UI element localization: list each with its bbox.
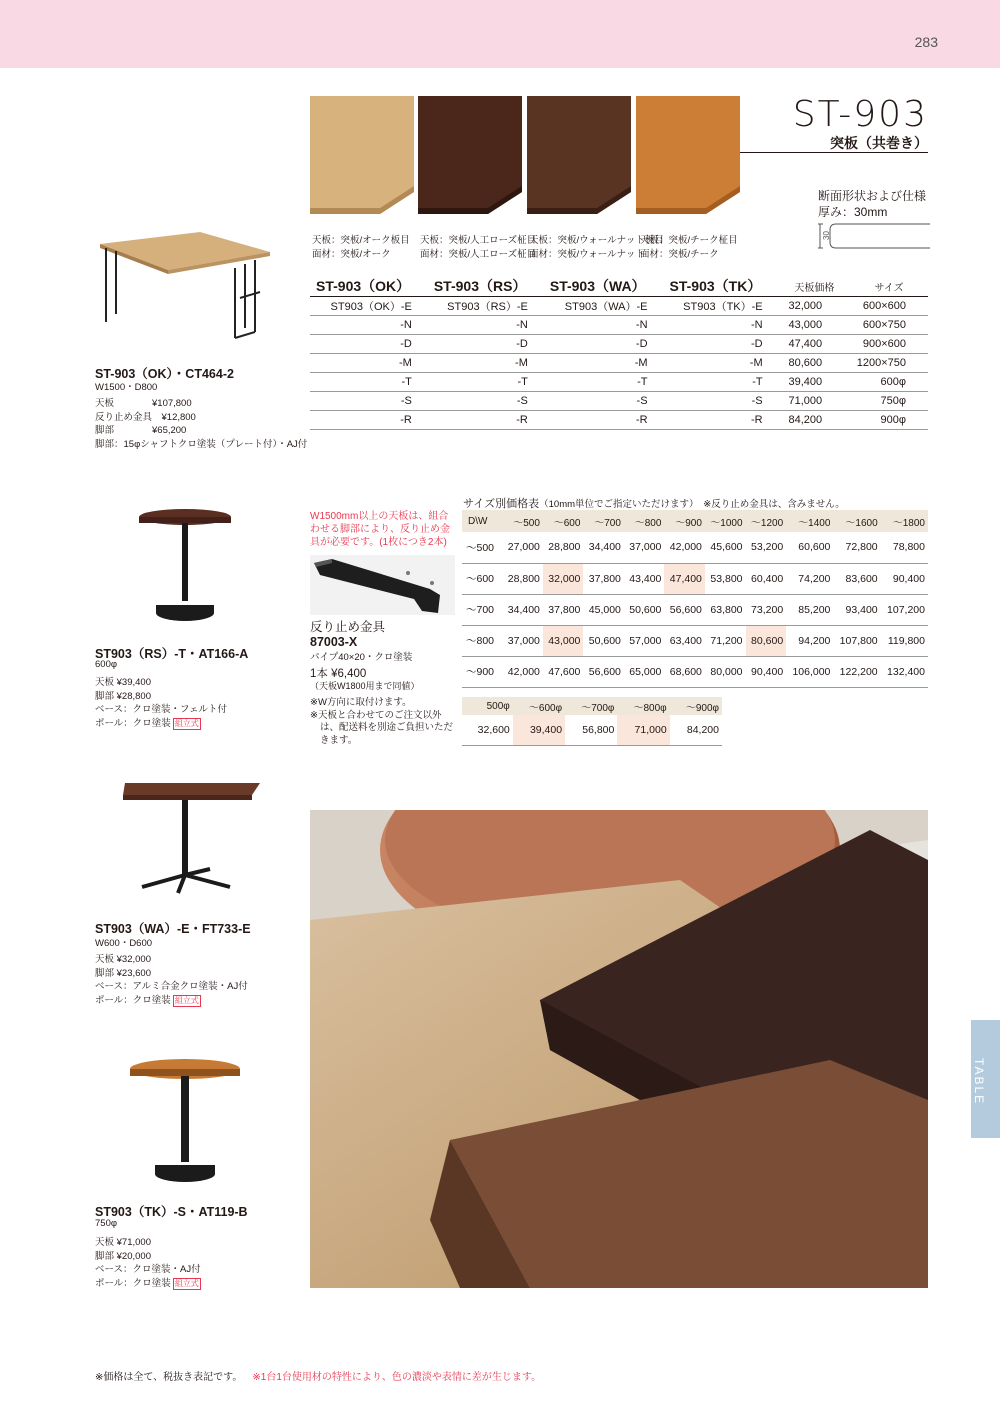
size-price-caption: サイズ別価格表（10mm単位でご指定いただけます） ※反り止め金具は、含みません。: [463, 498, 845, 510]
size-price-cell: 72,800: [833, 532, 880, 563]
size-price-cell: 34,400: [583, 532, 624, 563]
size-row: [462, 656, 928, 687]
model-row: [310, 411, 928, 430]
size-price-cell: 45,600: [705, 532, 746, 563]
model-cell: -R: [310, 411, 428, 430]
size-price-cell: 50,600: [624, 594, 665, 625]
model-cell: 84,200: [779, 411, 844, 430]
model-cell: 900×600: [844, 335, 928, 354]
round-col-header: ～600φ: [513, 697, 565, 715]
size-price-cell: 57,000: [624, 625, 665, 656]
size-col-header: ～1400: [786, 510, 833, 532]
size-price-cell: 28,800: [502, 563, 543, 594]
header-rs: ST-903（RS）: [433, 278, 527, 294]
size-price-cell: 47,600: [543, 656, 584, 687]
assembly-badge: 組立式: [174, 718, 199, 728]
side-tab-label: TABLE: [972, 1058, 986, 1106]
size-price-cell: 119,800: [881, 625, 928, 656]
wood-samples-photo: [310, 810, 928, 1288]
bracket-spec: パイプ40×20・クロ塗装: [310, 652, 413, 663]
size-price-cell: 43,400: [624, 563, 665, 594]
product-spec-4: 天板 ¥71,000 脚部 ¥20,000 ベース：クロ塗装・AJ付 ポール：クロ塗装 組立式: [95, 1237, 201, 1289]
size-price-cell: 90,400: [881, 563, 928, 594]
model-cell: -T: [544, 373, 664, 392]
size-col-header: ～600: [543, 510, 584, 532]
model-cell: -M: [428, 354, 544, 373]
model-cell: -M: [544, 354, 664, 373]
header-price: 天板価格: [794, 282, 835, 294]
model-cell: 32,000: [779, 297, 844, 316]
cross-section-diagram: [818, 222, 930, 252]
size-price-cell: 132,400: [881, 656, 928, 687]
size-price-cell: 37,800: [583, 563, 624, 594]
swatch-caption-rose: 天板：突板/人工ローズ柾目 面材：突板/人工ローズ柾目: [420, 235, 537, 260]
size-row: [462, 532, 928, 563]
model-cell: 1200×750: [844, 354, 928, 373]
round-price-cell: 39,400: [513, 715, 565, 745]
model-cell: ST903（OK）-E: [310, 297, 428, 316]
model-cell: 750φ: [844, 392, 928, 411]
size-col-header: ～1000: [705, 510, 746, 532]
bracket-notes: ※W方向に取付けます。 ※天板と合わせてのご注文以外は、配送料を別途ご負担いただきます。: [310, 697, 454, 746]
model-cell: -N: [310, 316, 428, 335]
model-cell: 71,000: [779, 392, 844, 411]
model-cell: -M: [310, 354, 428, 373]
spec-heading: 断面形状および仕様 厚み：30mm: [818, 189, 927, 219]
size-price-cell: 107,800: [833, 625, 880, 656]
bracket-image: [310, 555, 455, 615]
size-price-cell: 34,400: [502, 594, 543, 625]
page-title: ST-903: [792, 94, 928, 135]
product-image-round-rs: [90, 505, 280, 625]
title-rule: [740, 152, 928, 153]
bracket-warning: W1500mm以上の天板は、組合わせる脚部により、反り止め金具が必要です。(1枚につき2本): [310, 511, 450, 548]
size-price-cell: 85,200: [786, 594, 833, 625]
model-cell: -N: [664, 316, 779, 335]
size-row-header: ～700: [462, 594, 502, 625]
size-price-cell: 45,000: [583, 594, 624, 625]
size-row-header: ～900: [462, 656, 502, 687]
product-image-round-tk: [90, 1055, 280, 1185]
model-cell: -T: [428, 373, 544, 392]
size-row: [462, 625, 928, 656]
size-price-cell: 78,800: [881, 532, 928, 563]
model-cell: ST903（RS）-E: [428, 297, 544, 316]
swatch-rose: [418, 96, 522, 236]
model-cell: -R: [544, 411, 664, 430]
size-price-cell: 47,400: [664, 563, 705, 594]
model-cell: -S: [428, 392, 544, 411]
footer-notes: ※価格は全て、税抜き表記です。 ※1台1台使用材の特性により、色の濃淡や表情に差が生じます。: [95, 1372, 542, 1383]
product-dim-1: W1500・D800: [95, 382, 158, 393]
model-cell: 900φ: [844, 411, 928, 430]
model-cell: -S: [544, 392, 664, 411]
size-price-cell: 28,800: [543, 532, 584, 563]
swatch-caption-walnut: 天板：突板/ウォールナット板目 面材：突板/ウォールナット: [529, 235, 664, 260]
model-cell: ST903（WA）-E: [544, 297, 664, 316]
round-price-cell: 71,000: [617, 715, 669, 745]
model-cell: -D: [310, 335, 428, 354]
size-price-cell: 80,000: [705, 656, 746, 687]
header-band: [0, 0, 1000, 68]
bracket-price: 1本 ¥6,400: [310, 668, 367, 680]
size-price-cell: 42,000: [502, 656, 543, 687]
size-price-cell: 53,200: [746, 532, 787, 563]
size-price-cell: 73,200: [746, 594, 787, 625]
model-cell: -N: [428, 316, 544, 335]
model-row: [310, 297, 928, 316]
round-col-header: ～800φ: [617, 697, 669, 715]
bracket-name: 反り止め金具 87003-X: [310, 620, 386, 649]
size-price-cell: 43,000: [543, 625, 584, 656]
round-col-header: 500φ: [462, 697, 513, 715]
model-cell: -R: [428, 411, 544, 430]
product-image-rect-table: [90, 228, 280, 358]
model-cell: -T: [310, 373, 428, 392]
size-price-cell: 60,400: [746, 563, 787, 594]
page-subtitle: 突板（共巻き）: [830, 135, 928, 151]
size-col-header: ～1600: [833, 510, 880, 532]
size-price-cell: 37,000: [624, 532, 665, 563]
size-col-header: ～1800: [881, 510, 928, 532]
size-col-header: ～500: [502, 510, 543, 532]
size-price-cell: 93,400: [833, 594, 880, 625]
cross-section-dim: 30: [822, 231, 831, 240]
product-spec-2: 天板 ¥39,400 脚部 ¥28,800 ベース：クロ塗装・フェルト付 ポール：クロ塗装 組立式: [95, 677, 228, 729]
size-col-header: ～700: [583, 510, 624, 532]
size-price-cell: 60,600: [786, 532, 833, 563]
model-cell: -D: [428, 335, 544, 354]
model-cell: -D: [664, 335, 779, 354]
model-cell: -M: [664, 354, 779, 373]
model-cell: -S: [310, 392, 428, 411]
size-price-cell: 107,200: [881, 594, 928, 625]
model-cell: -D: [544, 335, 664, 354]
model-cell: 600φ: [844, 373, 928, 392]
size-col-header: ～800: [624, 510, 665, 532]
model-table: [310, 276, 928, 430]
size-row: [462, 594, 928, 625]
bracket-note: （天板W1800用まで同値）: [310, 681, 420, 691]
model-cell: 39,400: [779, 373, 844, 392]
model-cell: 43,000: [779, 316, 844, 335]
swatch-caption-oak: 天板：突板/オーク板目 面材：突板/オーク: [312, 235, 410, 260]
model-cell: 47,400: [779, 335, 844, 354]
size-row: [462, 563, 928, 594]
round-price-table: [462, 697, 722, 746]
product-name-4: ST903（TK）-S・AT119-B: [95, 1205, 248, 1219]
size-price-cell: 53,800: [705, 563, 746, 594]
size-price-cell: 90,400: [746, 656, 787, 687]
size-table-corner: D\W: [462, 510, 502, 532]
size-price-cell: 37,000: [502, 625, 543, 656]
size-price-cell: 106,000: [786, 656, 833, 687]
model-row: [310, 354, 928, 373]
size-col-header: ～1200: [746, 510, 787, 532]
size-price-cell: 65,000: [624, 656, 665, 687]
product-name-2: ST903（RS）-T・AT166-A: [95, 647, 249, 661]
size-price-cell: 122,200: [833, 656, 880, 687]
model-row: [310, 316, 928, 335]
header-size: サイズ: [874, 282, 904, 294]
product-image-square-wa: [90, 775, 280, 895]
size-price-cell: 50,600: [583, 625, 624, 656]
size-price-cell: 71,200: [705, 625, 746, 656]
size-price-cell: 63,400: [664, 625, 705, 656]
assembly-badge: 組立式: [174, 1278, 199, 1288]
swatch-walnut: [527, 96, 631, 236]
header-ok: ST-903（OK）: [316, 278, 411, 294]
product-spec-3: 天板 ¥32,000 脚部 ¥23,600 ベース：アルミ合金クロ塗装・AJ付 ポール：クロ塗装 組立式: [95, 954, 248, 1006]
model-cell: 80,600: [779, 354, 844, 373]
header-wa: ST-903（WA）: [549, 278, 646, 294]
size-price-cell: 56,600: [664, 594, 705, 625]
product-dim-2: 600φ: [95, 659, 118, 670]
size-price-cell: 94,200: [786, 625, 833, 656]
size-price-cell: 37,800: [543, 594, 584, 625]
model-cell: -N: [544, 316, 664, 335]
product-dim-4: 750φ: [95, 1218, 118, 1229]
round-col-header: ～700φ: [565, 697, 617, 715]
size-col-header: ～900: [664, 510, 705, 532]
model-cell: 600×750: [844, 316, 928, 335]
round-price-cell: 84,200: [670, 715, 722, 745]
size-row-header: ～500: [462, 532, 502, 563]
model-cell: -T: [664, 373, 779, 392]
size-price-cell: 27,000: [502, 532, 543, 563]
model-cell: ST903（TK）-E: [664, 297, 779, 316]
swatch-oak: [310, 96, 414, 236]
size-price-cell: 68,600: [664, 656, 705, 687]
size-price-cell: 74,200: [786, 563, 833, 594]
swatch-teak: [636, 96, 740, 236]
model-row: [310, 335, 928, 354]
side-tab-table[interactable]: [971, 1020, 1000, 1138]
round-col-header: ～900φ: [670, 697, 722, 715]
size-price-cell: 63,800: [705, 594, 746, 625]
page-number: 283: [914, 34, 938, 50]
swatch-caption-teak: 天板：突板/チーク柾目 面材：突板/チーク: [640, 235, 738, 260]
header-tk: ST-903（TK）: [669, 278, 762, 294]
product-spec-1: 天板 ¥107,800 反り止め金具 ¥12,800 脚部 ¥65,200 脚部：15φシャフトクロ塗装（プレート付）・AJ付: [95, 398, 308, 450]
size-price-table: [462, 510, 928, 688]
size-row-header: ～800: [462, 625, 502, 656]
size-price-cell: 32,000: [543, 563, 584, 594]
product-dim-3: W600・D600: [95, 938, 153, 949]
size-price-cell: 56,600: [583, 656, 624, 687]
model-cell: -S: [664, 392, 779, 411]
size-row-header: ～600: [462, 563, 502, 594]
product-name-1: ST-903（OK）・CT464-2: [95, 367, 234, 381]
size-price-cell: 83,600: [833, 563, 880, 594]
round-price-cell: 32,600: [462, 715, 513, 745]
model-row: [310, 373, 928, 392]
size-price-cell: 80,600: [746, 625, 787, 656]
size-price-cell: 42,000: [664, 532, 705, 563]
round-price-cell: 56,800: [565, 715, 617, 745]
model-cell: 600×600: [844, 297, 928, 316]
product-name-3: ST903（WA）-E・FT733-E: [95, 922, 251, 936]
assembly-badge: 組立式: [174, 995, 199, 1005]
model-cell: -R: [664, 411, 779, 430]
model-row: [310, 392, 928, 411]
